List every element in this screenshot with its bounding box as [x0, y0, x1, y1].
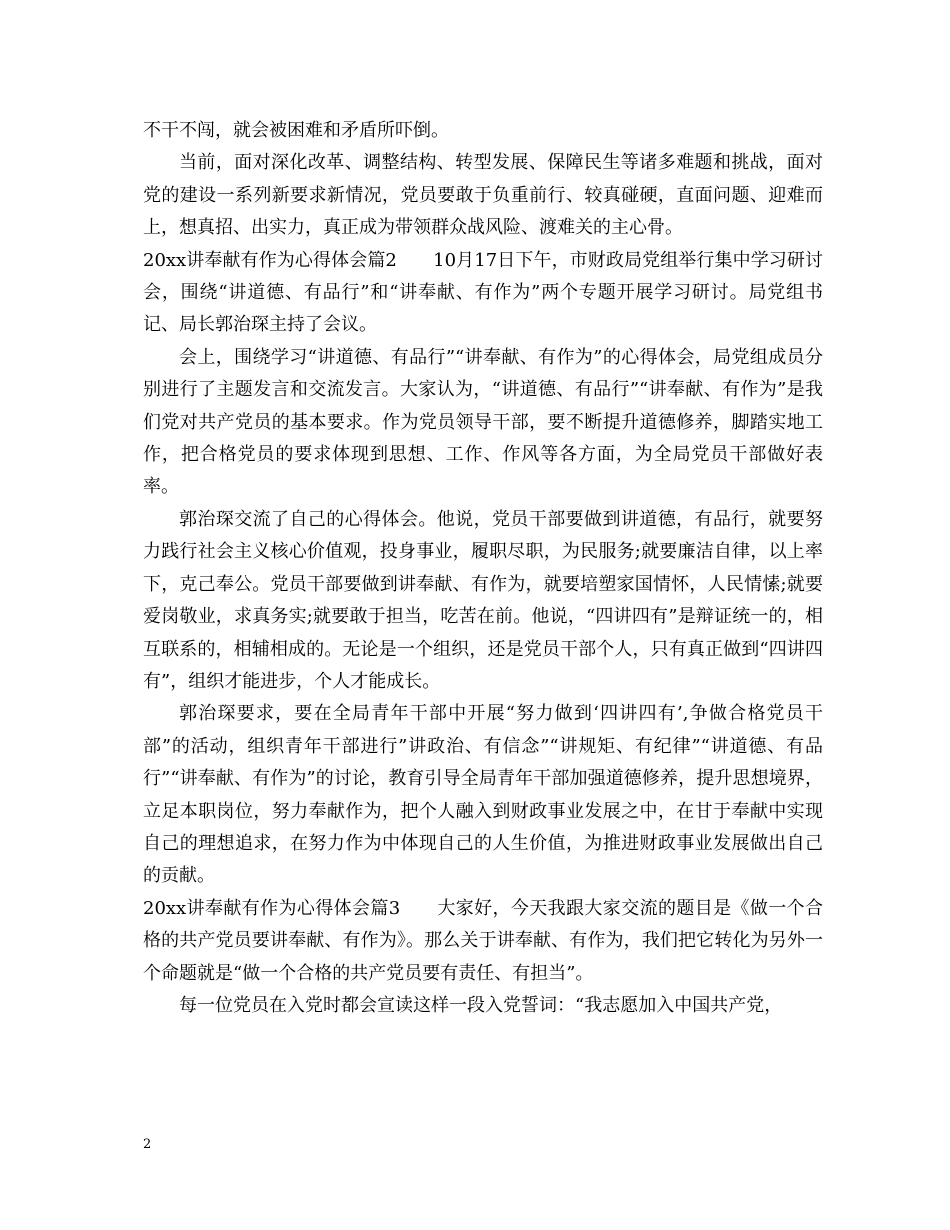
paragraph-2: 当前，面对深化改革、调整结构、转型发展、保障民生等诸多难题和挑战，面对党的建设一系列新要求新情况，党员要敢于负重前行、较真碰硬，直面问题、迎难而上，想真招、出实力，真正成为带领群众战风险、渡难关的主心骨。: [143, 152, 823, 239]
paragraph-1: 不干不闯，就会被困难和矛盾所吓倒。: [143, 120, 449, 141]
paragraph-3-section-heading: 20xx讲奉献有作为心得体会篇2 10月17日下午，市财政局党组举行集中学习研讨会，围绕“讲道德、有品行”和“讲奉献、有作为”两个专题开展学习研讨。局党组书记、局长郭治琛主持了会议。: [143, 249, 823, 336]
paragraph-5: 郭治琛交流了自己的心得体会。他说，党员干部要做到讲道德，有品行，就要努力践行社会主义核心价值观，投身事业，履职尽职，为民服务;就要廉洁自律，以上率下，克己奉公。党员干部要做到讲奉献、有作为，就要培塑家国情怀，人民情愫;就要爱岗敬业，求真务实;就要敢于担当，吃苦在前。他说，“四讲四有”是辩证统一的，相互联系的，相辅相成的。无论是一个组织，还是党员干部个人，只有真正做到“四讲四有”，组织才能进步，个人才能成长。: [143, 508, 823, 692]
paragraph-8: 每一位党员在入党时都会宣读这样一段入党誓词：“我志愿加入中国共产党，: [179, 994, 783, 1016]
page-number: 2: [143, 1137, 152, 1152]
document-body: [143, 115, 823, 1022]
paragraph-4: 会上，围绕学习“讲道德、有品行”“讲奉献、有作为”的心得体会，局党组成员分别进行了主题发言和交流发言。大家认为，“讲道德、有品行”“讲奉献、有作为”是我们党对共产党员的基本要求。作为党员领导干部，要不断提升道德修养，脚踏实地工作，把合格党员的要求体现到思想、工作、作风等各方面，为全局党员干部做好表率。: [143, 346, 823, 498]
paragraph-6: 郭治琛要求，要在全局青年干部中开展“努力做到‘四讲四有’,争做合格党员干部”的活动，组织青年干部进行”讲政治、有信念”“讲规矩、有纪律”“讲道德、有品行”“讲奉献、有作为”的讨论，教育引导全局青年干部加强道德修养，提升思想境界，立足本职岗位，努力奉献作为，把个人融入到财政事业发展之中，在甘于奉献中实现自己的理想追求，在努力作为中体现自己的人生价值，为推进财政事业发展做出自己的贡献。: [143, 703, 823, 887]
paragraph-7-section-heading: 20xx讲奉献有作为心得体会篇3 大家好，今天我跟大家交流的题目是《做一个合格的共产党员要讲奉献、有作为》。那么关于讲奉献、有作为，我们把它转化为另外一个命题就是“做一个合格的共产党员要有责任、有担当”。: [143, 897, 823, 984]
